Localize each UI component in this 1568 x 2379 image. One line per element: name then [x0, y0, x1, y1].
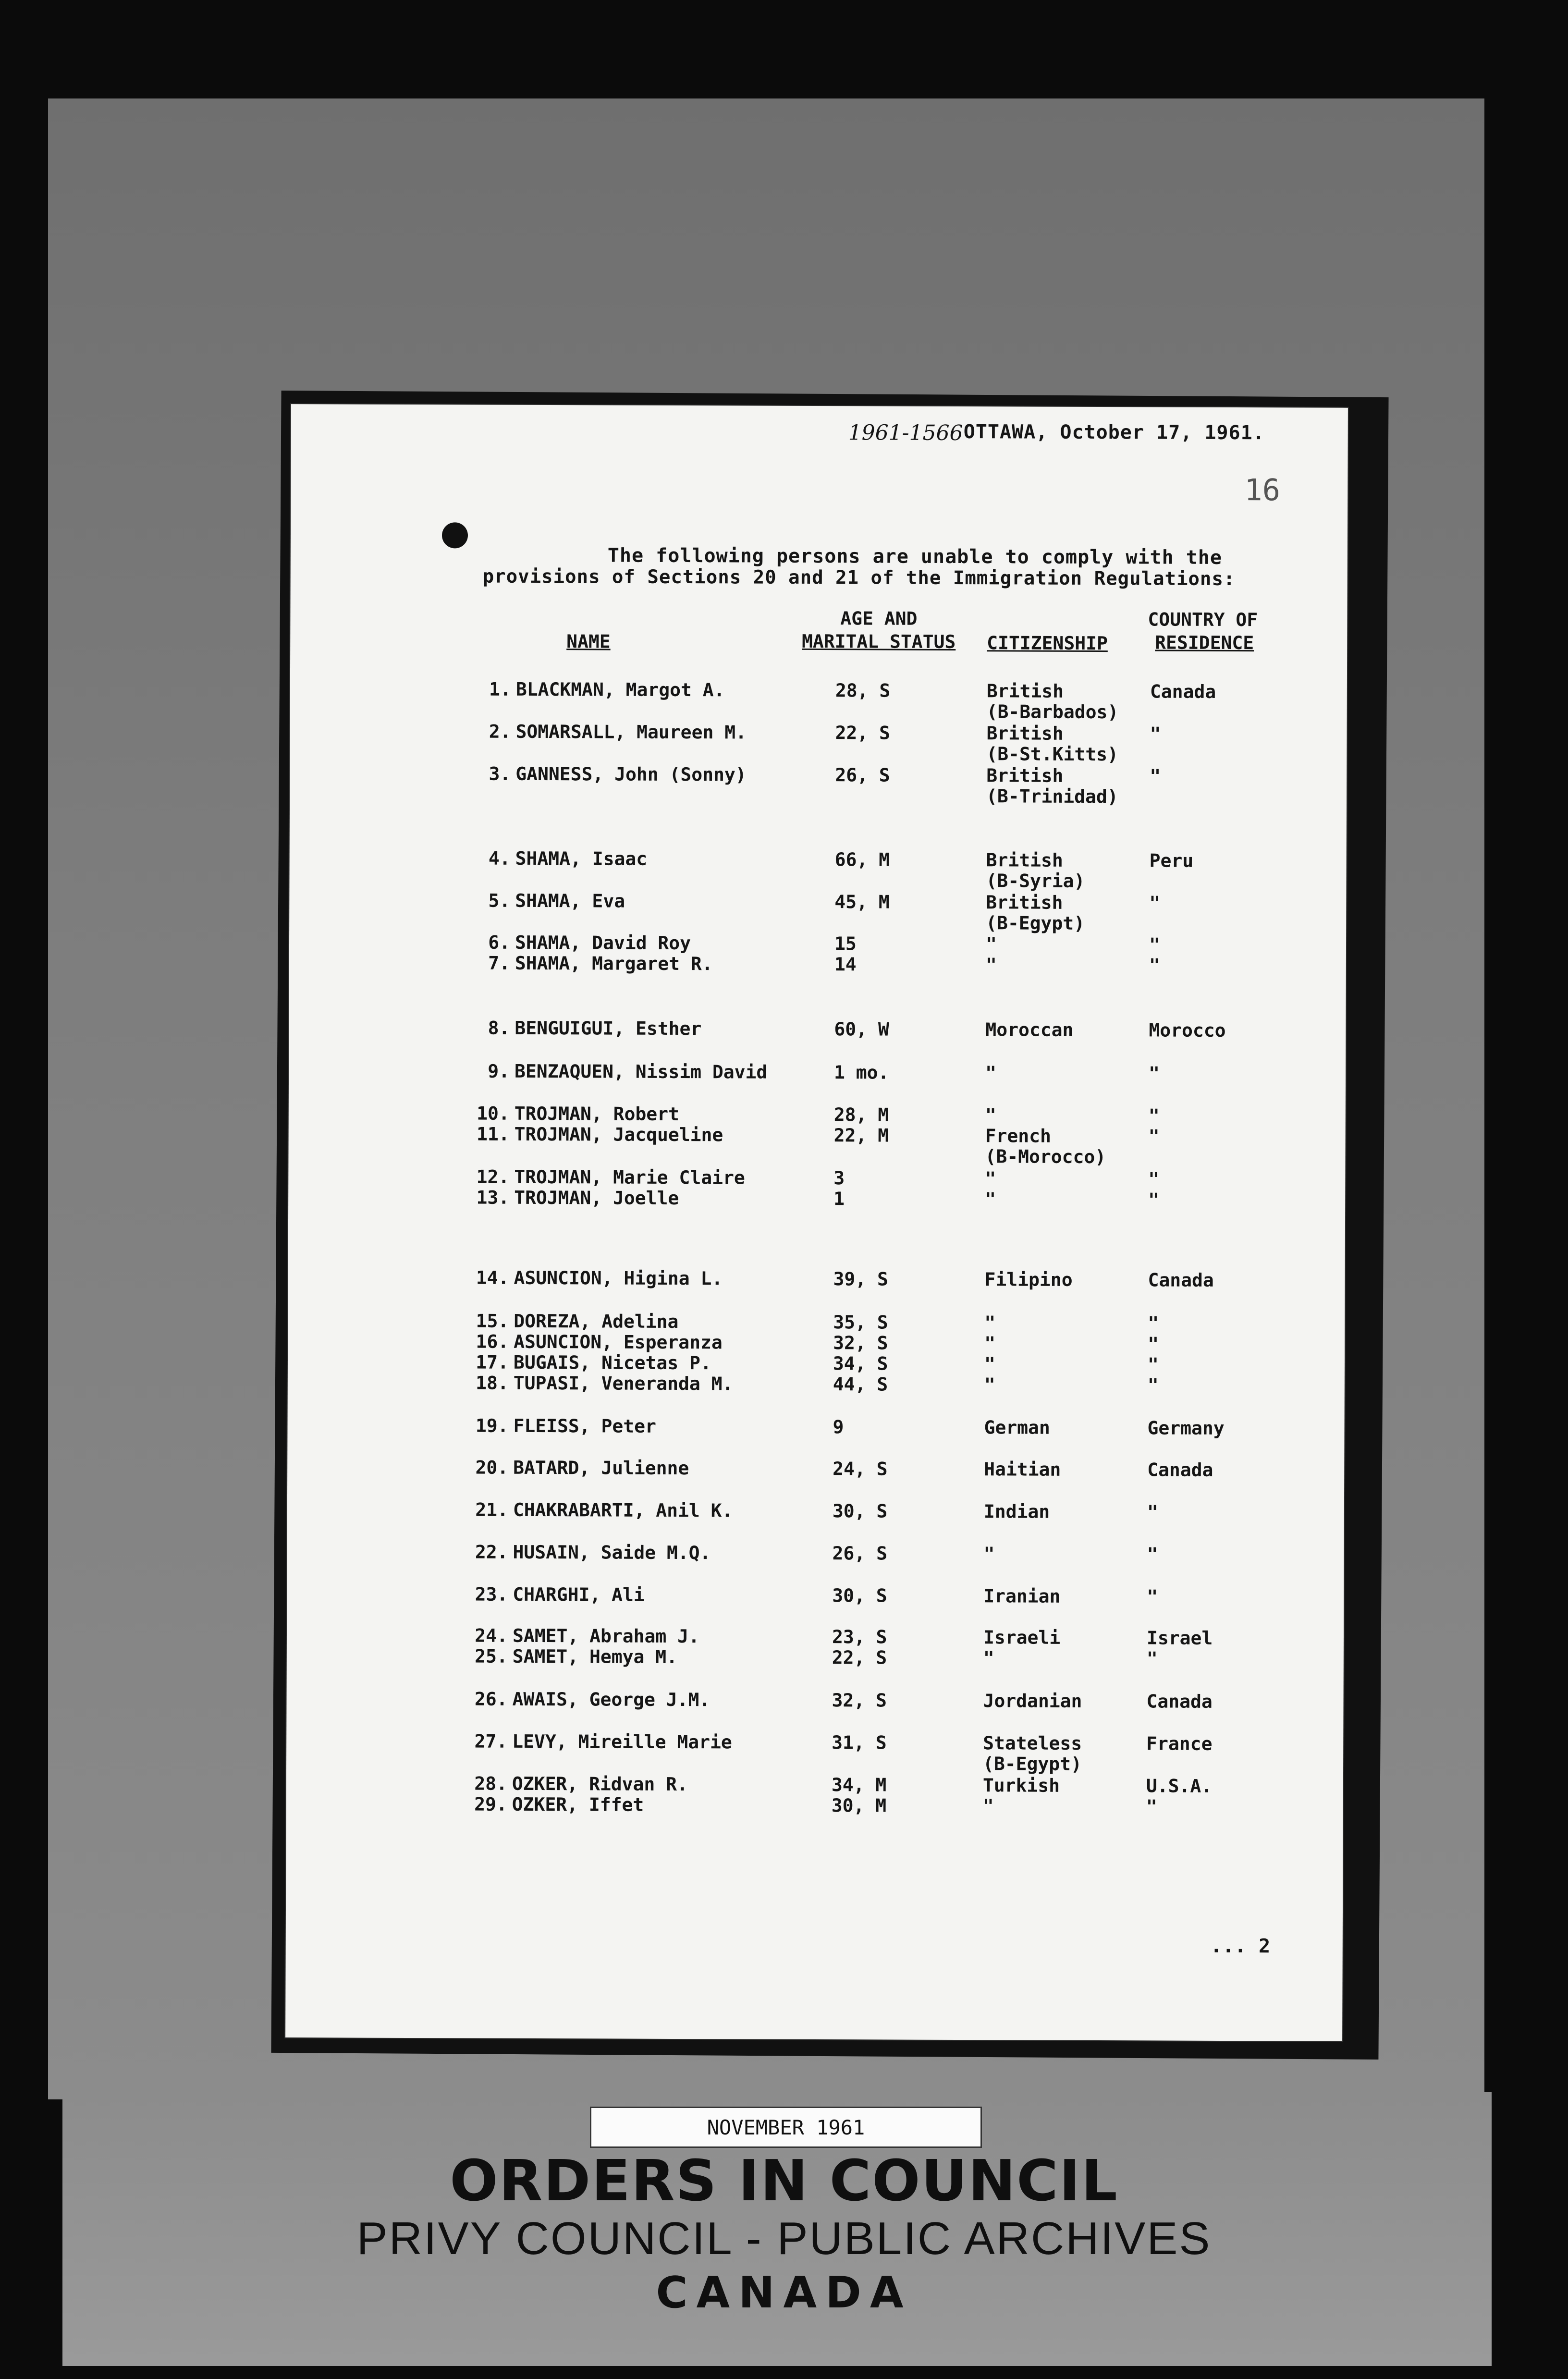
- country-of-residence: ": [1148, 1312, 1159, 1334]
- country-of-residence: ": [1150, 765, 1161, 787]
- person-name: BUGAIS, Nicetas P.: [513, 1351, 711, 1374]
- punch-hole: [442, 522, 468, 548]
- citizenship-birthplace: (B-Syria): [986, 870, 1085, 892]
- row-number: 20.: [475, 1457, 509, 1478]
- age-marital-status: 1 mo.: [834, 1062, 889, 1083]
- country-of-residence: ": [1146, 1648, 1158, 1669]
- table-row: [289, 952, 1346, 978]
- citizenship: ": [983, 1543, 995, 1565]
- person-name: HUSAIN, Saide M.Q.: [513, 1541, 711, 1564]
- citizenship: Indian: [983, 1501, 1050, 1522]
- country-of-residence: Israel: [1146, 1627, 1213, 1649]
- citizenship-birthplace: (B-St.Kitts): [986, 743, 1119, 765]
- age-marital-status: 32, S: [832, 1690, 887, 1711]
- person-name: TROJMAN, Jacqueline: [514, 1123, 723, 1146]
- person-name: ASUNCION, Esperanza: [514, 1331, 723, 1353]
- citizenship-birthplace: (B-Morocco): [985, 1146, 1106, 1168]
- row-number: 29.: [474, 1793, 507, 1815]
- person-name: SHAMA, Margaret R.: [514, 952, 713, 975]
- citizenship: ": [983, 1647, 994, 1669]
- table-row: [290, 847, 1347, 892]
- country-of-residence: Germany: [1147, 1417, 1225, 1439]
- person-name: OZKER, Iffet: [512, 1793, 644, 1815]
- archive-title: ORDERS IN COUNCIL: [450, 2147, 1118, 2214]
- person-name: SOMARSALL, Maureen M.: [515, 721, 747, 743]
- country-of-residence: ": [1147, 1354, 1159, 1375]
- country-of-residence: ": [1148, 1105, 1160, 1127]
- date-line: OTTAWA, October 17, 1961.: [963, 421, 1265, 444]
- citizenship-birthplace: (B-Egypt): [982, 1753, 1082, 1775]
- country-of-residence: ": [1148, 1189, 1160, 1211]
- column-header-age-line1: AGE AND: [840, 608, 918, 629]
- table-row: [286, 1730, 1343, 1775]
- country-of-residence: ": [1147, 1501, 1158, 1523]
- row-number: 7.: [488, 952, 510, 974]
- age-marital-status: 32, S: [833, 1332, 888, 1354]
- row-number: 22.: [475, 1541, 508, 1563]
- age-marital-status: 30, S: [832, 1585, 887, 1606]
- citizenship: ": [985, 1104, 996, 1126]
- person-name: CHAKRABARTI, Anil K.: [513, 1499, 733, 1521]
- citizenship: Moroccan: [985, 1019, 1074, 1041]
- person-name: TROJMAN, Joelle: [514, 1187, 679, 1209]
- person-name: TUPASI, Veneranda M.: [513, 1372, 734, 1395]
- row-number: 10.: [477, 1103, 510, 1124]
- citizenship: British: [986, 849, 1063, 871]
- person-name: SAMET, Abraham J.: [512, 1625, 700, 1647]
- citizenship: ": [984, 1333, 996, 1354]
- age-marital-status: 60, W: [834, 1018, 889, 1040]
- person-name: BATARD, Julienne: [513, 1457, 689, 1479]
- country-of-residence: ": [1148, 1168, 1160, 1190]
- citizenship: Filipino: [984, 1269, 1073, 1290]
- page-number: 16: [1244, 472, 1281, 508]
- column-header-name: NAME: [566, 631, 611, 652]
- archive-subtitle: PRIVY COUNCIL - PUBLIC ARCHIVES: [356, 2213, 1212, 2264]
- citizenship: French: [985, 1125, 1051, 1147]
- intro-line-1: The following persons are unable to comply with the: [607, 544, 1223, 569]
- person-name: ASUNCION, Higina L.: [514, 1267, 723, 1289]
- citizenship: British: [986, 680, 1064, 702]
- age-marital-status: 3: [833, 1167, 845, 1189]
- age-marital-status: 24, S: [833, 1458, 888, 1480]
- continuation-marker: ... 2: [1210, 1935, 1271, 1958]
- row-number: 4.: [488, 847, 511, 869]
- row-number: 19.: [475, 1415, 509, 1436]
- archive-country: CANADA: [656, 2268, 912, 2318]
- person-name: SHAMA, Isaac: [515, 847, 648, 870]
- age-marital-status: 22, M: [833, 1125, 889, 1146]
- age-marital-status: 35, S: [833, 1312, 888, 1333]
- age-marital-status: 39, S: [833, 1268, 889, 1290]
- country-of-residence: ": [1148, 1333, 1159, 1355]
- row-number: 21.: [475, 1499, 508, 1521]
- country-of-residence: ": [1149, 892, 1161, 914]
- age-marital-status: 44, S: [833, 1373, 888, 1395]
- table-row: [289, 1123, 1346, 1168]
- person-name: BENZAQUEN, Nissim David: [514, 1060, 768, 1083]
- citizenship: ": [984, 1353, 995, 1375]
- row-number: 6.: [488, 932, 511, 953]
- citizenship-birthplace: (B-Barbados): [986, 701, 1119, 723]
- age-marital-status: 28, M: [833, 1104, 889, 1126]
- citizenship: British: [986, 765, 1064, 786]
- citizenship: British: [986, 723, 1064, 744]
- table-row: [289, 1060, 1346, 1086]
- row-number: 1.: [489, 678, 511, 700]
- age-marital-status: 66, M: [834, 849, 890, 871]
- citizenship: Jordanian: [983, 1690, 1082, 1712]
- table-row: [287, 1414, 1344, 1440]
- date-label: NOVEMBER 1961: [590, 2107, 982, 2148]
- column-header-residence-line1: COUNTRY OF: [1148, 609, 1258, 631]
- document-page: [285, 404, 1348, 2041]
- person-name: CHARGHI, Ali: [513, 1583, 645, 1606]
- age-marital-status: 1: [833, 1188, 845, 1210]
- age-marital-status: 30, M: [831, 1795, 887, 1816]
- country-of-residence: Canada: [1150, 681, 1216, 702]
- row-number: 9.: [488, 1060, 510, 1082]
- row-number: 23.: [475, 1583, 508, 1605]
- age-marital-status: 26, S: [832, 1543, 888, 1564]
- age-marital-status: 34, S: [833, 1353, 888, 1374]
- country-of-residence: Canada: [1146, 1691, 1213, 1712]
- citizenship: ": [984, 1312, 996, 1334]
- row-number: 25.: [475, 1645, 508, 1667]
- table-row: [287, 1456, 1344, 1482]
- person-name: FLEISS, Peter: [513, 1415, 657, 1437]
- country-of-residence: ": [1148, 1126, 1160, 1147]
- country-of-residence: France: [1146, 1733, 1213, 1754]
- column-header-residence-line2: RESIDENCE: [1155, 632, 1254, 654]
- age-marital-status: 30, S: [832, 1500, 888, 1522]
- table-row: [288, 1266, 1345, 1292]
- citizenship: Turkish: [982, 1775, 1060, 1796]
- person-name: TROJMAN, Marie Claire: [514, 1166, 745, 1189]
- age-marital-status: 14: [834, 954, 857, 975]
- row-number: 14.: [476, 1267, 509, 1288]
- country-of-residence: Canada: [1148, 1269, 1214, 1291]
- citizenship: ": [985, 954, 997, 976]
- age-marital-status: 15: [834, 933, 857, 955]
- country-of-residence: ": [1146, 1796, 1157, 1817]
- country-of-residence: U.S.A.: [1146, 1775, 1213, 1797]
- row-number: 27.: [474, 1730, 508, 1752]
- country-of-residence: ": [1147, 1374, 1159, 1396]
- age-marital-status: 34, M: [831, 1774, 887, 1796]
- row-number: 26.: [474, 1688, 508, 1710]
- table-row: [287, 1498, 1344, 1524]
- row-number: 13.: [476, 1187, 510, 1208]
- table-row: [288, 1186, 1345, 1212]
- country-of-residence: ": [1150, 723, 1161, 745]
- citizenship: Iranian: [983, 1585, 1061, 1607]
- citizenship: Haitian: [984, 1459, 1061, 1480]
- age-marital-status: 23, S: [832, 1626, 887, 1648]
- table-row: [289, 1017, 1346, 1042]
- citizenship: ": [985, 1168, 996, 1190]
- person-name: LEVY, Mireille Marie: [512, 1730, 732, 1753]
- table-row: [290, 678, 1347, 723]
- country-of-residence: ": [1149, 934, 1160, 956]
- file-number: 1961-1566: [848, 420, 963, 446]
- age-marital-status: 22, S: [835, 722, 891, 744]
- age-marital-status: 26, S: [835, 764, 890, 786]
- citizenship: ": [984, 1374, 995, 1396]
- person-name: SAMET, Hemya M.: [512, 1645, 678, 1668]
- person-name: DOREZA, Adelina: [514, 1310, 679, 1332]
- table-row: [287, 1541, 1344, 1567]
- age-marital-status: 31, S: [832, 1732, 887, 1754]
- row-number: 17.: [476, 1351, 509, 1373]
- person-name: TROJMAN, Robert: [514, 1103, 680, 1125]
- citizenship: Israeli: [983, 1627, 1061, 1648]
- citizenship: Stateless: [983, 1732, 1082, 1754]
- table-row: [287, 1583, 1344, 1609]
- citizenship: ": [985, 933, 997, 955]
- age-marital-status: 28, S: [835, 680, 891, 701]
- row-number: 12.: [476, 1166, 510, 1188]
- citizenship-birthplace: (B-Trinidad): [986, 785, 1118, 808]
- country-of-residence: Peru: [1149, 850, 1194, 871]
- table-row: [289, 889, 1346, 934]
- row-number: 24.: [475, 1625, 508, 1646]
- person-name: GANNESS, John (Sonny): [515, 763, 747, 785]
- person-name: AWAIS, George J.M.: [512, 1688, 710, 1711]
- person-name: SHAMA, David Roy: [514, 932, 691, 954]
- row-number: 16.: [476, 1331, 509, 1352]
- person-name: BLACKMAN, Margot A.: [515, 678, 725, 701]
- table-row: [288, 1372, 1345, 1398]
- row-number: 18.: [476, 1372, 509, 1394]
- table-row: [290, 762, 1347, 808]
- age-marital-status: 9: [833, 1416, 844, 1438]
- table-row: [287, 1645, 1344, 1671]
- country-of-residence: ": [1149, 1063, 1160, 1084]
- country-of-residence: ": [1147, 1586, 1158, 1607]
- person-name: OZKER, Ridvan R.: [512, 1773, 688, 1795]
- age-marital-status: 22, S: [832, 1647, 887, 1668]
- age-marital-status: 45, M: [834, 891, 890, 913]
- person-name: BENGUIGUI, Esther: [514, 1017, 702, 1040]
- table-row: [290, 720, 1347, 765]
- person-name: SHAMA, Eva: [515, 890, 625, 912]
- citizenship: British: [986, 892, 1063, 913]
- country-of-residence: ": [1149, 955, 1160, 976]
- row-number: 28.: [474, 1773, 507, 1794]
- citizenship-birthplace: (B-Egypt): [986, 912, 1085, 934]
- table-row: [286, 1793, 1343, 1819]
- row-number: 5.: [488, 890, 511, 911]
- column-header-citizenship: CITIZENSHIP: [987, 632, 1108, 654]
- row-number: 15.: [476, 1310, 509, 1332]
- citizenship: ": [985, 1062, 997, 1084]
- row-number: 8.: [488, 1017, 510, 1039]
- country-of-residence: ": [1147, 1544, 1158, 1565]
- country-of-residence: Canada: [1147, 1459, 1213, 1481]
- citizenship: German: [984, 1417, 1050, 1438]
- country-of-residence: Morocco: [1149, 1019, 1226, 1041]
- citizenship: ": [982, 1795, 994, 1817]
- row-number: 3.: [489, 763, 511, 785]
- citizenship: ": [985, 1189, 996, 1210]
- table-row: [286, 1688, 1343, 1714]
- row-number: 11.: [476, 1123, 510, 1145]
- row-number: 2.: [489, 721, 511, 742]
- column-header-age-line2: MARITAL STATUS: [801, 630, 956, 653]
- intro-line-2: provisions of Sections 20 and 21 of the Immigration Regulations:: [482, 565, 1236, 590]
